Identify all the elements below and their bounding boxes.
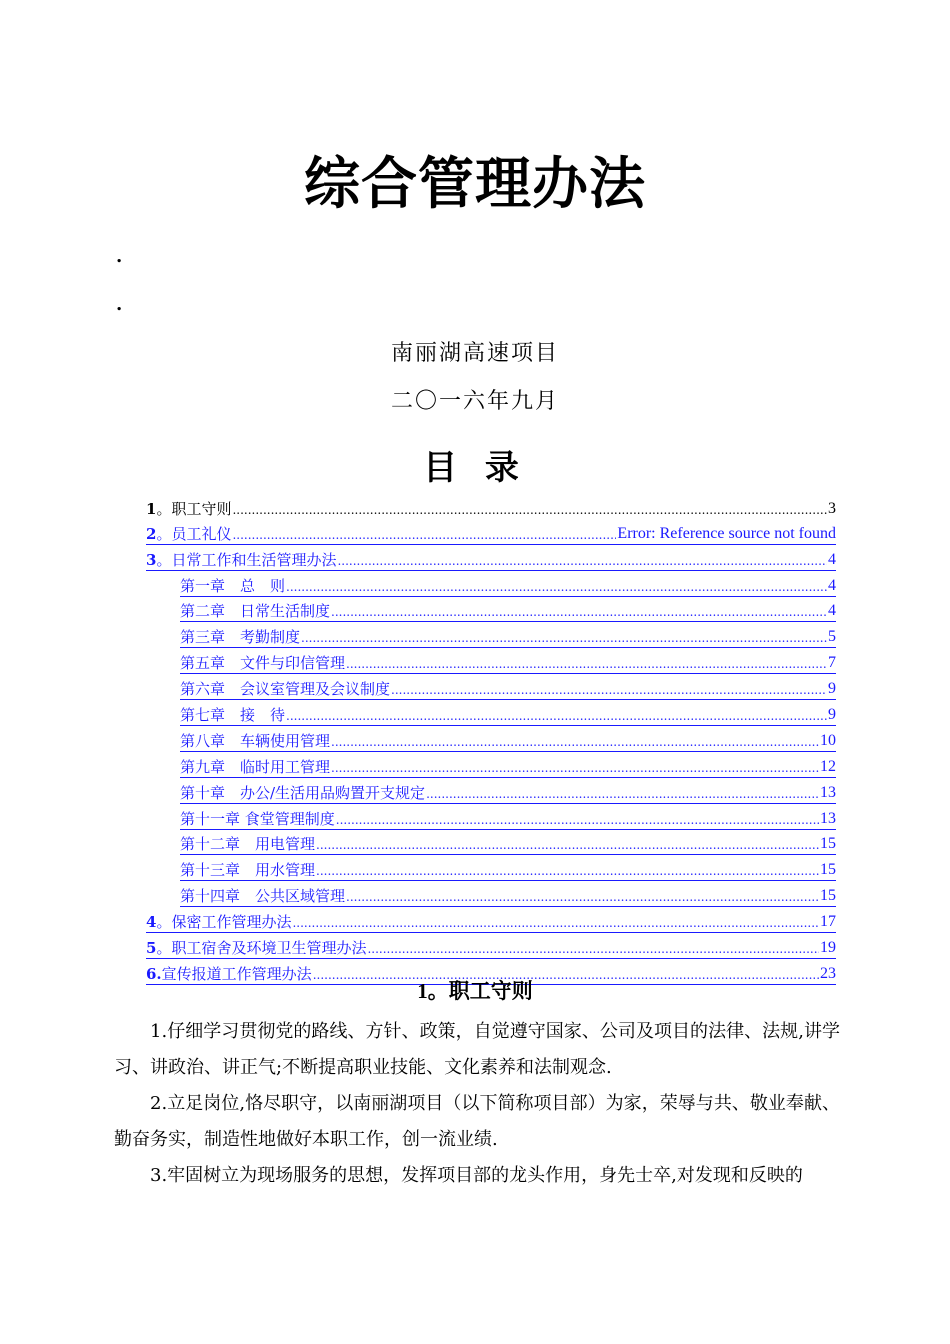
toc-page-number: 9 bbox=[828, 680, 836, 698]
toc-entry[interactable] bbox=[180, 830, 836, 856]
toc-entry-text: 第十一章 食堂管理制度 bbox=[180, 809, 335, 828]
toc-entry-text: 第二章 日常生活制度 bbox=[180, 602, 331, 621]
toc-entry[interactable] bbox=[146, 907, 836, 933]
toc-page-number: 4 bbox=[828, 602, 836, 620]
toc-entry-number: 1 bbox=[146, 499, 157, 518]
toc-entry-text: 第一章 总 则 bbox=[180, 576, 286, 595]
toc-entry-text: 第八章 车辆使用管理 bbox=[180, 731, 331, 750]
toc-entry[interactable] bbox=[146, 933, 836, 959]
toc-entry-label bbox=[146, 938, 366, 958]
document-title: 综合管理办法 bbox=[304, 151, 646, 217]
toc-entry[interactable] bbox=[180, 726, 836, 752]
toc-leader-dots bbox=[336, 809, 819, 829]
toc-leader-dots bbox=[292, 912, 819, 932]
toc-entry-text: 第十三章 用水管理 bbox=[180, 861, 316, 880]
toc-entry-label bbox=[180, 834, 315, 854]
toc-entry-text: 。职工宿舍及环境卫生管理办法 bbox=[156, 939, 367, 958]
toc-entry[interactable] bbox=[180, 648, 836, 674]
toc-leader-dots bbox=[316, 860, 819, 880]
paragraph: 3.牢固树立为现场服务的思想，发挥项目部的龙头作用，身先士卒,对发现和反映的 bbox=[150, 1165, 803, 1186]
toc-entry-text: 第五章 文件与印信管理 bbox=[180, 654, 346, 673]
toc-entry[interactable] bbox=[146, 519, 836, 545]
toc-entry[interactable] bbox=[180, 804, 836, 830]
toc-leader-dots bbox=[331, 757, 819, 777]
section-heading bbox=[0, 975, 950, 1005]
section-number: 1 bbox=[417, 979, 428, 1003]
toc-leader-dots bbox=[367, 938, 819, 958]
toc-entry-text: 第十二章 用电管理 bbox=[180, 835, 316, 854]
toc-leader-dots bbox=[316, 834, 819, 854]
toc-entry-text: 。日常工作和生活管理办法 bbox=[156, 550, 337, 569]
toc-leader-dots bbox=[331, 601, 827, 621]
toc-leader-dots bbox=[331, 731, 819, 751]
toc-entry[interactable] bbox=[180, 752, 836, 778]
toc-leader-dots bbox=[232, 524, 616, 544]
toc-leader-dots bbox=[337, 550, 827, 570]
toc-entry-text: 。保密工作管理办法 bbox=[156, 913, 292, 932]
toc-entry-number: 4 bbox=[146, 913, 157, 932]
bullet-dot: . bbox=[116, 246, 123, 267]
toc-page-number: 5 bbox=[828, 628, 836, 646]
toc-entry[interactable] bbox=[180, 881, 836, 907]
toc-leader-dots bbox=[346, 886, 819, 906]
toc-entry-label bbox=[180, 627, 300, 647]
bullet-dot: . bbox=[116, 294, 123, 315]
toc-entry bbox=[146, 494, 836, 519]
table-of-contents bbox=[146, 494, 836, 985]
toc-entry-number: 5 bbox=[146, 939, 157, 958]
toc-entry-text: 。员工礼仪 bbox=[156, 524, 232, 543]
toc-entry[interactable] bbox=[180, 571, 836, 597]
toc-entry[interactable] bbox=[180, 597, 836, 623]
toc-page-number: Error: Reference source not found bbox=[617, 524, 836, 542]
toc-entry-label bbox=[180, 705, 285, 725]
toc-page-number: 7 bbox=[828, 654, 836, 672]
toc-leader-dots bbox=[232, 499, 827, 519]
toc-entry-label bbox=[180, 679, 390, 699]
toc-entry-text: 第十四章 公共区域管理 bbox=[180, 887, 346, 906]
toc-entry-number: 2 bbox=[146, 524, 157, 543]
toc-leader-dots bbox=[391, 679, 827, 699]
toc-entry-text: 第七章 接 待 bbox=[180, 706, 286, 725]
toc-entry-label bbox=[146, 499, 231, 519]
toc-entry-text: 第三章 考勤制度 bbox=[180, 628, 301, 647]
paragraph: 1.仔细学习贯彻党的路线、方针、政策，自觉遵守国家、公司及项目的法律、法规,讲学习、讲政治、讲正气;不断提高职业技能、文化素养和法制观念. bbox=[114, 1021, 840, 1078]
toc-entry[interactable] bbox=[180, 778, 836, 804]
toc-page-number: 3 bbox=[828, 499, 836, 517]
toc-entry-label bbox=[180, 601, 330, 621]
toc-page-number: 9 bbox=[828, 706, 836, 724]
toc-page-number: 15 bbox=[820, 835, 836, 853]
toc-entry[interactable] bbox=[146, 545, 836, 571]
toc-page-number: 15 bbox=[820, 887, 836, 905]
toc-entry-text: 宣传报道工作管理办法 bbox=[161, 964, 312, 983]
toc-page-number: 4 bbox=[828, 576, 836, 594]
document-date: 二〇一六年九月 bbox=[390, 389, 559, 414]
organization-name: 南丽湖高速项目 bbox=[390, 341, 559, 366]
toc-entry-label bbox=[180, 809, 335, 829]
paragraph: 2.立足岗位,恪尽职守，以南丽湖项目（以下简称项目部）为家，荣辱与共、敬业奉献、勤奋务实，制造性地做好本职工作，创一流业绩. bbox=[114, 1093, 840, 1150]
toc-page-number: 15 bbox=[820, 861, 836, 879]
toc-entry-text: 第十章 办公/生活用品购置开支规定 bbox=[180, 783, 426, 802]
toc-entry-label bbox=[180, 653, 345, 673]
toc-page-number: 17 bbox=[820, 913, 836, 931]
toc-entry-number: 3 bbox=[146, 550, 157, 569]
toc-page-number: 19 bbox=[820, 939, 836, 957]
toc-entry-number: 6. bbox=[146, 964, 162, 983]
toc-page-number: 4 bbox=[828, 550, 836, 568]
toc-page-number: 23 bbox=[820, 964, 836, 982]
toc-entry-label bbox=[180, 783, 425, 803]
section-title: 。职工守则 bbox=[427, 978, 533, 1003]
toc-leader-dots bbox=[301, 627, 827, 647]
toc-page-number: 13 bbox=[820, 783, 836, 801]
toc-entry-text: 。职工守则 bbox=[156, 499, 232, 518]
toc-entry-text: 第九章 临时用工管理 bbox=[180, 757, 331, 776]
toc-entry-label bbox=[146, 912, 291, 932]
toc-leader-dots bbox=[346, 653, 827, 673]
toc-page-number: 10 bbox=[820, 731, 836, 749]
toc-entry-label bbox=[180, 886, 345, 906]
toc-entry-label bbox=[146, 550, 336, 570]
toc-page-number: 12 bbox=[820, 757, 836, 775]
toc-entry[interactable] bbox=[180, 855, 836, 881]
toc-title: 目 录 bbox=[423, 448, 527, 488]
toc-leader-dots bbox=[286, 705, 827, 725]
toc-leader-dots bbox=[286, 576, 827, 596]
toc-entry[interactable] bbox=[180, 700, 836, 726]
toc-entry-label bbox=[180, 731, 330, 751]
toc-entry-label bbox=[180, 757, 330, 777]
toc-page-number: 13 bbox=[820, 809, 836, 827]
toc-entry-text: 第六章 会议室管理及会议制度 bbox=[180, 680, 391, 699]
toc-entry-label bbox=[180, 860, 315, 880]
toc-entry-label bbox=[180, 576, 285, 596]
toc-leader-dots bbox=[426, 783, 819, 803]
toc-entry[interactable] bbox=[180, 622, 836, 648]
toc-entry[interactable] bbox=[180, 674, 836, 700]
toc-entry-label bbox=[146, 524, 231, 544]
